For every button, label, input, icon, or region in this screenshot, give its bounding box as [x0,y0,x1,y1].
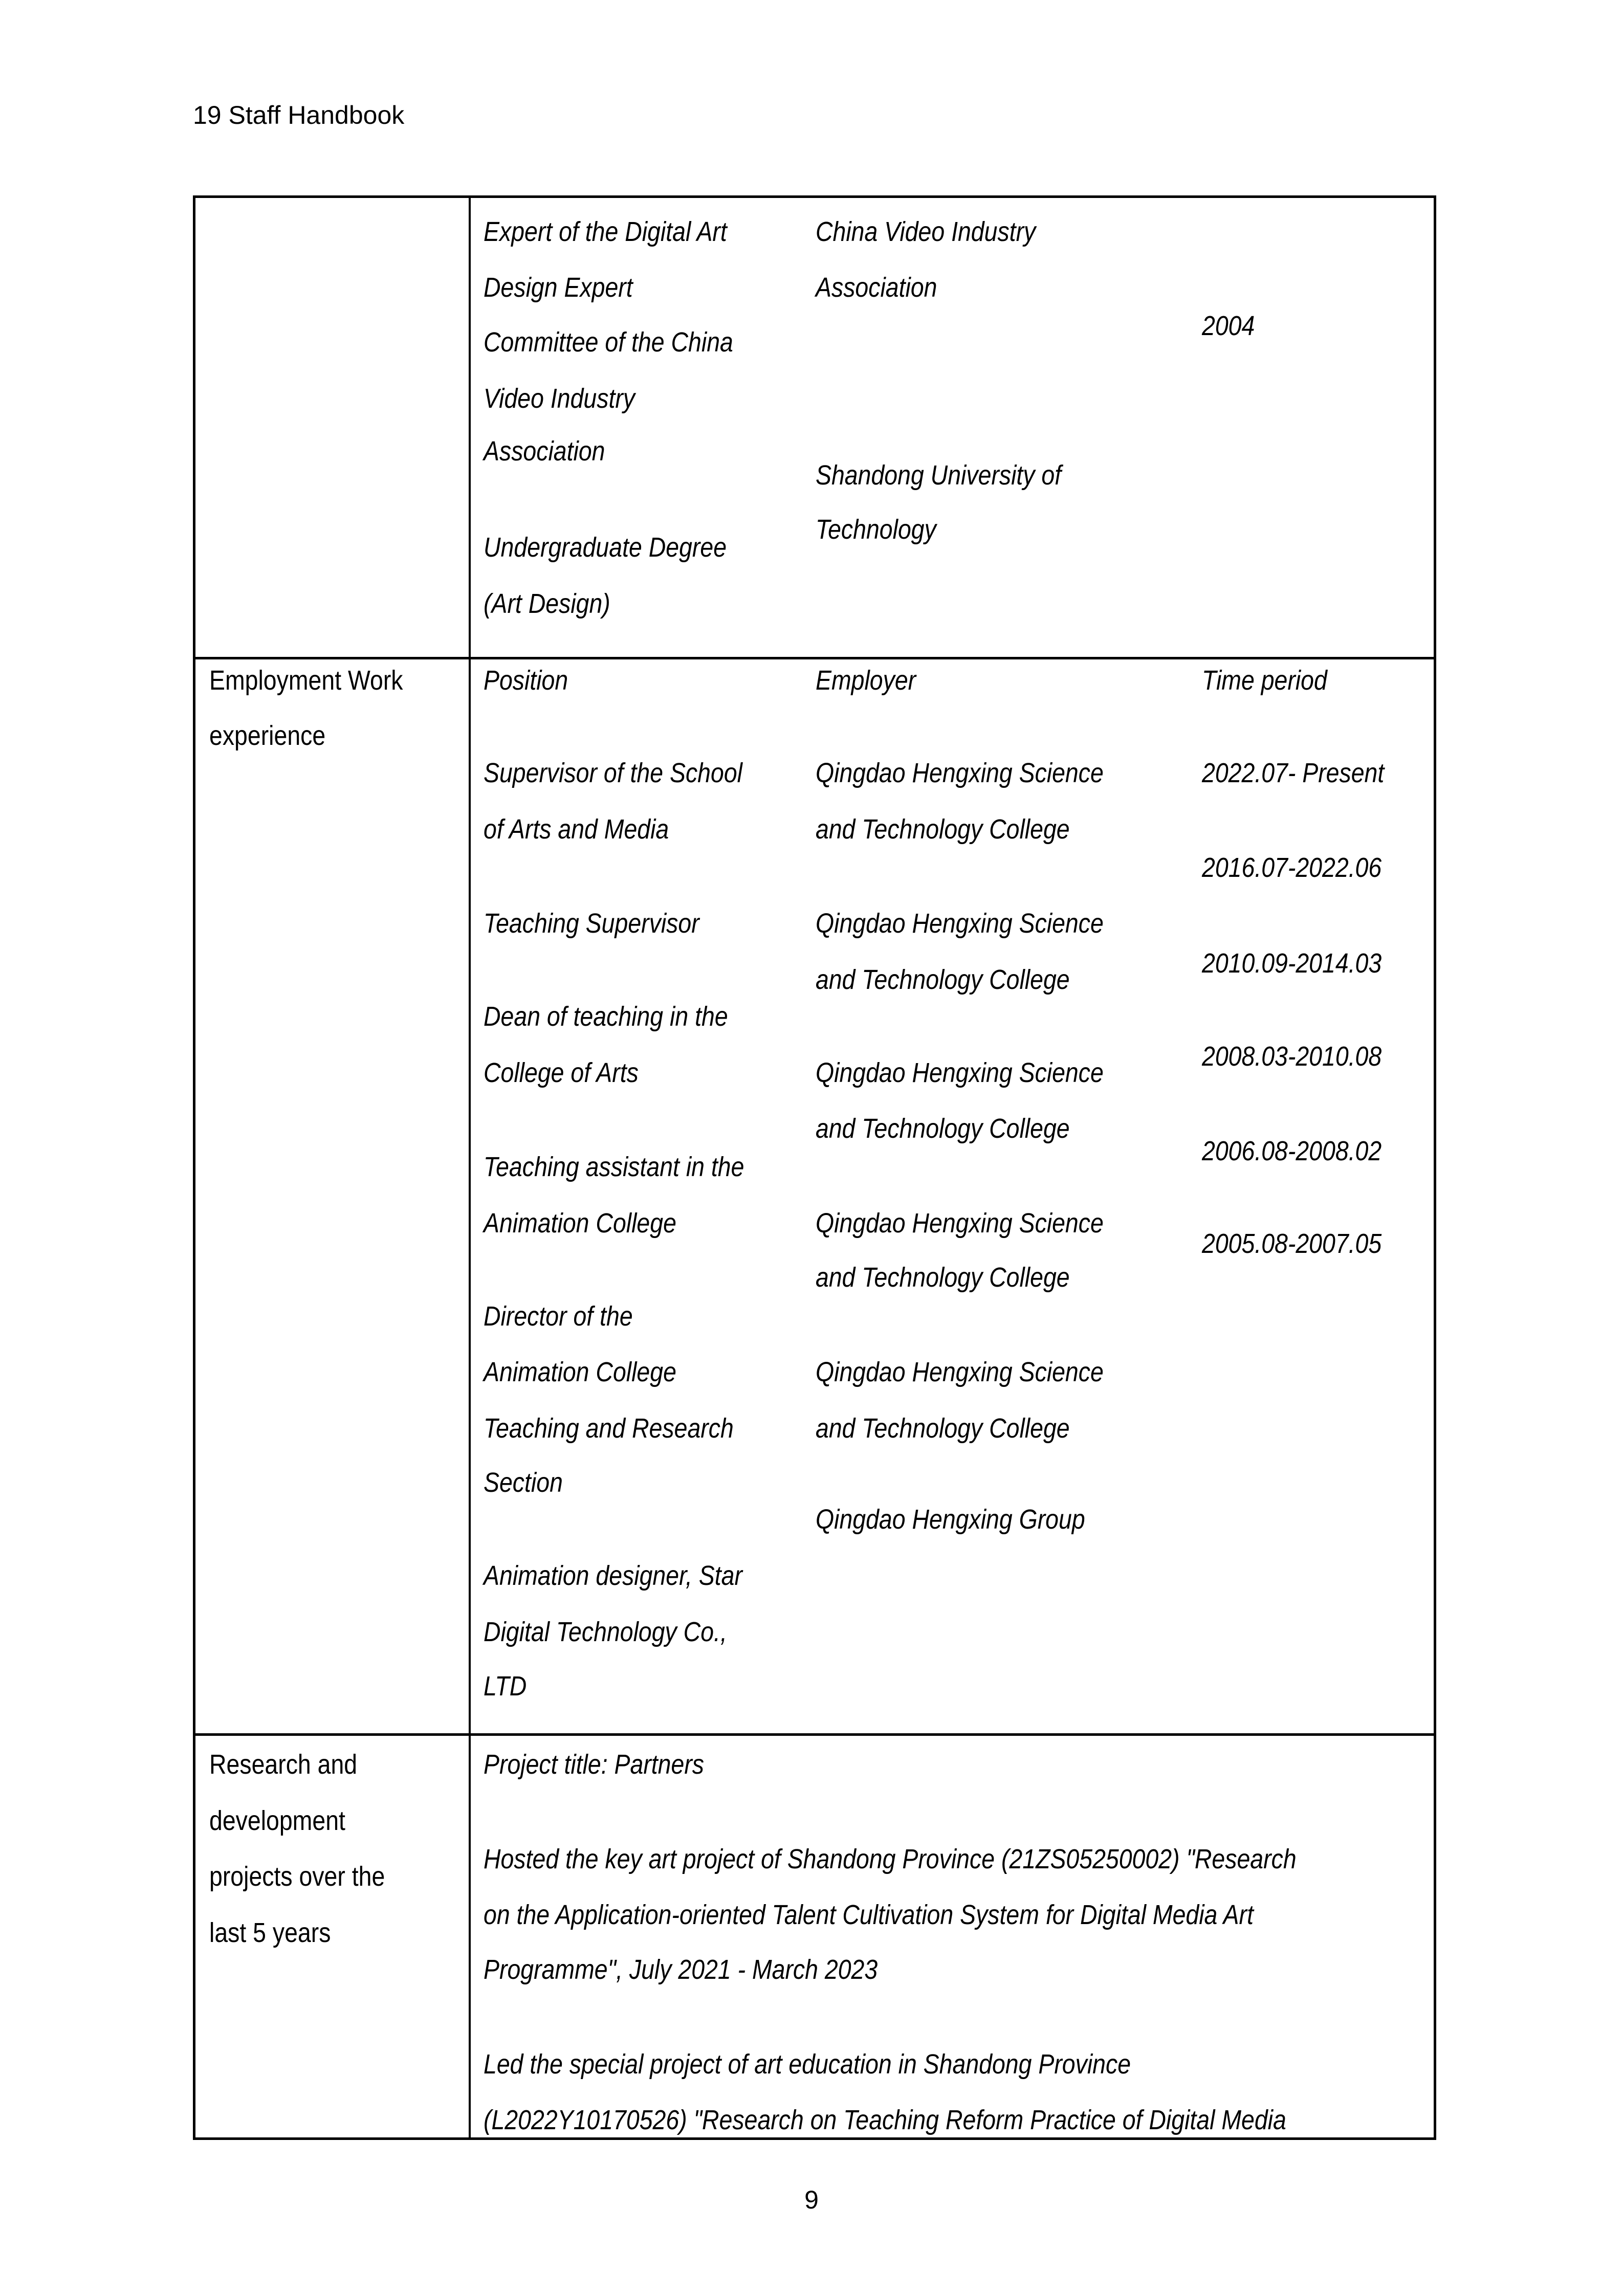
page-header-title: 19 Staff Handbook [193,101,405,129]
position-line: Dean of teaching in the [484,1001,728,1032]
qualification-title-line: Committee of the China [484,327,733,358]
time-period: 2008.03-2010.08 [1202,1041,1382,1072]
qualification-title-line: (Art Design) [484,588,610,619]
time-period: 2022.07- Present [1202,758,1385,788]
position-line: Teaching and Research [484,1413,734,1444]
column-divider [469,195,471,2140]
time-period: 2010.09-2014.03 [1202,948,1382,979]
qualification-institution-line: Shandong University of [816,460,1062,491]
qualification-title-line: Association [484,436,605,467]
position-line: Teaching assistant in the [484,1152,744,1182]
qualification-institution-line: Technology [816,514,936,545]
employer-line: Qingdao Hengxing Science [816,758,1104,788]
project-line: on the Application-oriented Talent Cultivation System for Digital Media Art [484,1900,1254,1930]
column-header-employer: Employer [816,665,916,696]
position-line: Supervisor of the School [484,758,742,788]
row-label-line: Employment Work [209,665,403,696]
qualification-title-line: Design Expert [484,272,633,303]
row-label-line: projects over the [209,1861,385,1892]
row-label-line: Research and [209,1749,358,1780]
project-line: Hosted the key art project of Shandong Province (21ZS05250002) "Research [484,1844,1297,1874]
project-line: Programme", July 2021 - March 2023 [484,1954,878,1985]
employer-line: and Technology College [816,964,1070,995]
qualification-title-line: Undergraduate Degree [484,532,727,563]
employer-line: and Technology College [816,1113,1070,1144]
row-divider [193,1733,1436,1736]
employer-line: and Technology College [816,814,1070,845]
position-line: Animation College [484,1357,676,1387]
position-line: LTD [484,1671,527,1702]
column-header-position: Position [484,665,568,696]
position-line: Animation designer, Star [484,1560,742,1591]
qualification-title-line: Video Industry [484,383,635,414]
employer-line: and Technology College [816,1413,1070,1444]
row-label-line: experience [209,720,326,751]
time-period: 2005.08-2007.05 [1202,1228,1382,1259]
project-line: (L2022Y10170526) "Research on Teaching Reform Practice of Digital Media [484,2105,1286,2135]
employer-line: Qingdao Hengxing Science [816,1208,1104,1239]
qualification-year: 2004 [1202,311,1255,341]
project-line: Led the special project of art education in Shandong Province [484,2049,1131,2080]
qualification-institution-line: Association [816,272,937,303]
position-line: Section [484,1467,563,1498]
project-title: Project title: Partners [484,1749,705,1780]
employer-line: and Technology College [816,1262,1070,1293]
qualification-title-line: Expert of the Digital Art [484,216,727,247]
employer-line: Qingdao Hengxing Science [816,1357,1104,1387]
position-line: College of Arts [484,1057,639,1088]
employer-line: Qingdao Hengxing Group [816,1504,1085,1535]
column-header-time-period: Time period [1202,665,1327,696]
row-label-line: last 5 years [209,1917,331,1948]
time-period: 2016.07-2022.06 [1202,852,1382,883]
position-line: Director of the [484,1301,633,1332]
position-line: Digital Technology Co., [484,1617,727,1647]
position-line: of Arts and Media [484,814,669,845]
employer-line: Qingdao Hengxing Science [816,1057,1104,1088]
row-divider [193,657,1436,659]
employer-line: Qingdao Hengxing Science [816,908,1104,939]
position-line: Animation College [484,1208,676,1239]
row-label-line: development [209,1805,345,1836]
qualification-institution-line: China Video Industry [816,216,1036,247]
position-line: Teaching Supervisor [484,908,699,939]
time-period: 2006.08-2008.02 [1202,1136,1382,1166]
page-number: 9 [804,2185,819,2214]
